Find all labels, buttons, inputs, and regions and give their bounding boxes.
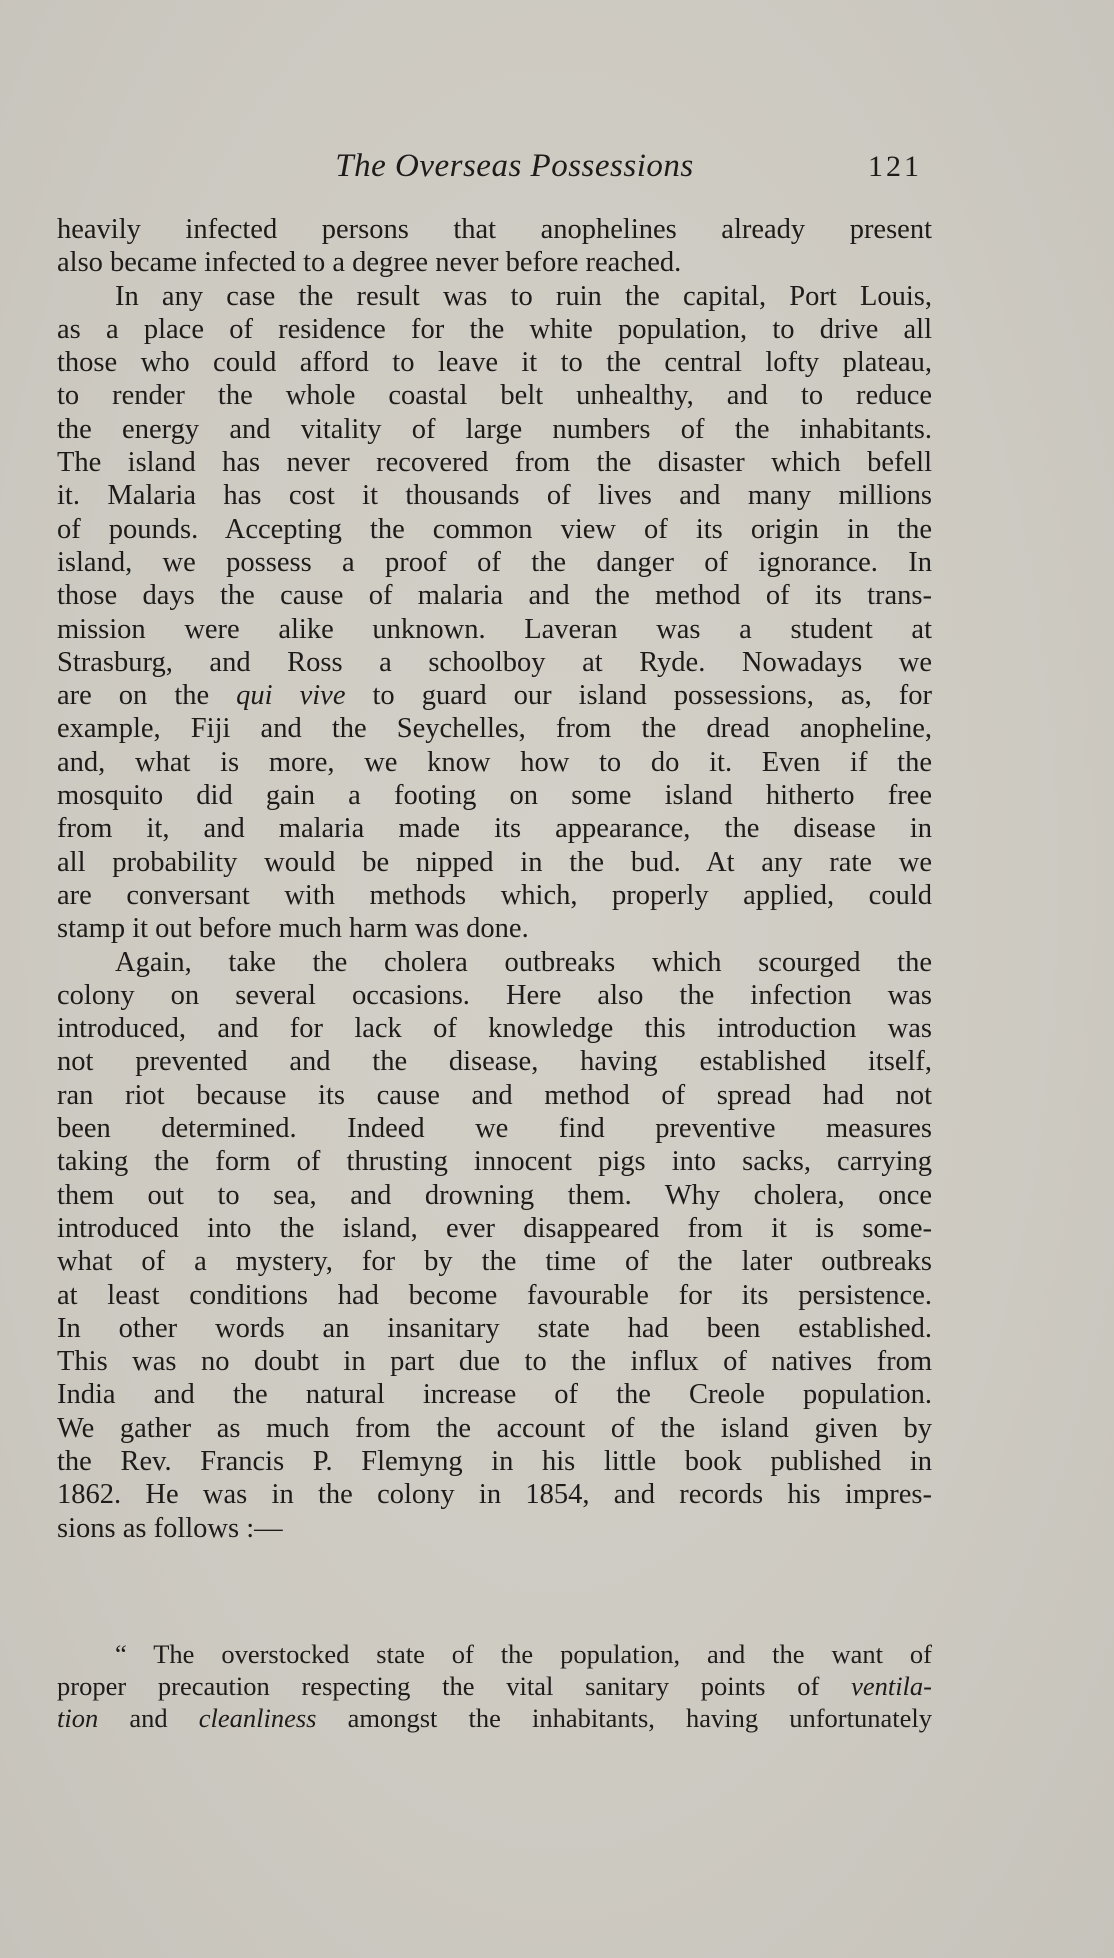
text-line: to render the whole coastal belt unhealthy, and to reduce [57,380,932,412]
text-line: sions as follows :— [57,1512,283,1544]
text-line: Again, take the cholera outbreaks which scourged the [115,946,932,978]
body-text [57,213,932,1545]
text-line: In other words an insanitary state had been established. [57,1312,932,1344]
text-line: are on the qui vive to guard our island possessions, as, for [57,680,932,712]
quote-line: tion and cleanliness amongst the inhabitants, having unfortunately [57,1703,932,1733]
text-line: what of a mystery, for by the time of the later outbreaks [57,1246,932,1278]
text-line: of pounds. Accepting the common view of its origin in the [57,513,932,545]
text-line: colony on several occasions. Here also the infection was [57,979,932,1011]
text-line: stamp it out before much harm was done. [57,913,529,945]
text-line: not prevented and the disease, having established itself, [57,1046,932,1078]
text-line: Strasburg, and Ross a schoolboy at Ryde. Nowadays we [57,646,932,678]
text-line: and, what is more, we know how to do it. Even if the [57,746,932,778]
text-line: it. Malaria has cost it thousands of lives and many millions [57,480,932,512]
text-line: as a place of residence for the white population, to drive all [57,313,932,345]
italic-phrase: qui vive [236,680,346,712]
text-line: are conversant with methods which, properly applied, could [57,879,932,911]
text-line: also became infected to a degree never before reached. [57,247,682,279]
quote-line: proper precaution respecting the vital sanitary points of ventila- [57,1671,932,1701]
text-line: been determined. Indeed we find preventive measures [57,1113,932,1145]
page-number: 121 [868,150,922,183]
text-line: mission were alike unknown. Laveran was a student at [57,613,932,645]
text-line: all probability would be nipped in the bud. At any rate we [57,846,932,878]
italic-phrase: ventila- [851,1671,932,1701]
text-line: example, Fiji and the Seychelles, from the dread anopheline, [57,713,932,745]
text-line: those who could afford to leave it to the central lofty plateau, [57,347,932,379]
quote-line: “ The overstocked state of the population, and the want of [115,1639,932,1669]
block-quote [57,1638,932,1734]
running-head [57,148,932,192]
running-title: The Overseas Possessions [335,148,694,184]
text-line: them out to sea, and drowning them. Why cholera, once [57,1179,932,1211]
text-line: India and the natural increase of the Creole population. [57,1379,932,1411]
text-line: those days the cause of malaria and the method of its trans- [57,580,932,612]
italic-phrase: tion [57,1703,99,1733]
text-line: heavily infected persons that anophelines already present [57,214,932,245]
text-line: introduced into the island, ever disappeared from it is some- [57,1212,932,1244]
text-line: This was no doubt in part due to the influx of natives from [57,1346,932,1378]
text-line: island, we possess a proof of the danger of ignorance. In [57,546,932,578]
italic-phrase: cleanliness [198,1703,317,1733]
text-line: We gather as much from the account of the island given by [57,1412,932,1444]
text-line: In any case the result was to ruin the capital, Port Louis, [115,280,932,312]
text-line: introduced, and for lack of knowledge this introduction was [57,1013,932,1045]
text-line: at least conditions had become favourable for its persistence. [57,1279,932,1311]
text-line: The island has never recovered from the disaster which befell [57,447,932,479]
text-line: the Rev. Francis P. Flemyng in his little book published in [57,1445,932,1477]
text-line: mosquito did gain a footing on some island hitherto free [57,780,932,812]
text-line: ran riot because its cause and method of spread had not [57,1079,932,1111]
text-line: the energy and vitality of large numbers of the inhabitants. [57,413,932,445]
text-line: from it, and malaria made its appearance, the disease in [57,813,932,845]
text-line: 1862. He was in the colony in 1854, and records his impres- [57,1479,932,1511]
text-line: taking the form of thrusting innocent pigs into sacks, carrying [57,1146,932,1178]
